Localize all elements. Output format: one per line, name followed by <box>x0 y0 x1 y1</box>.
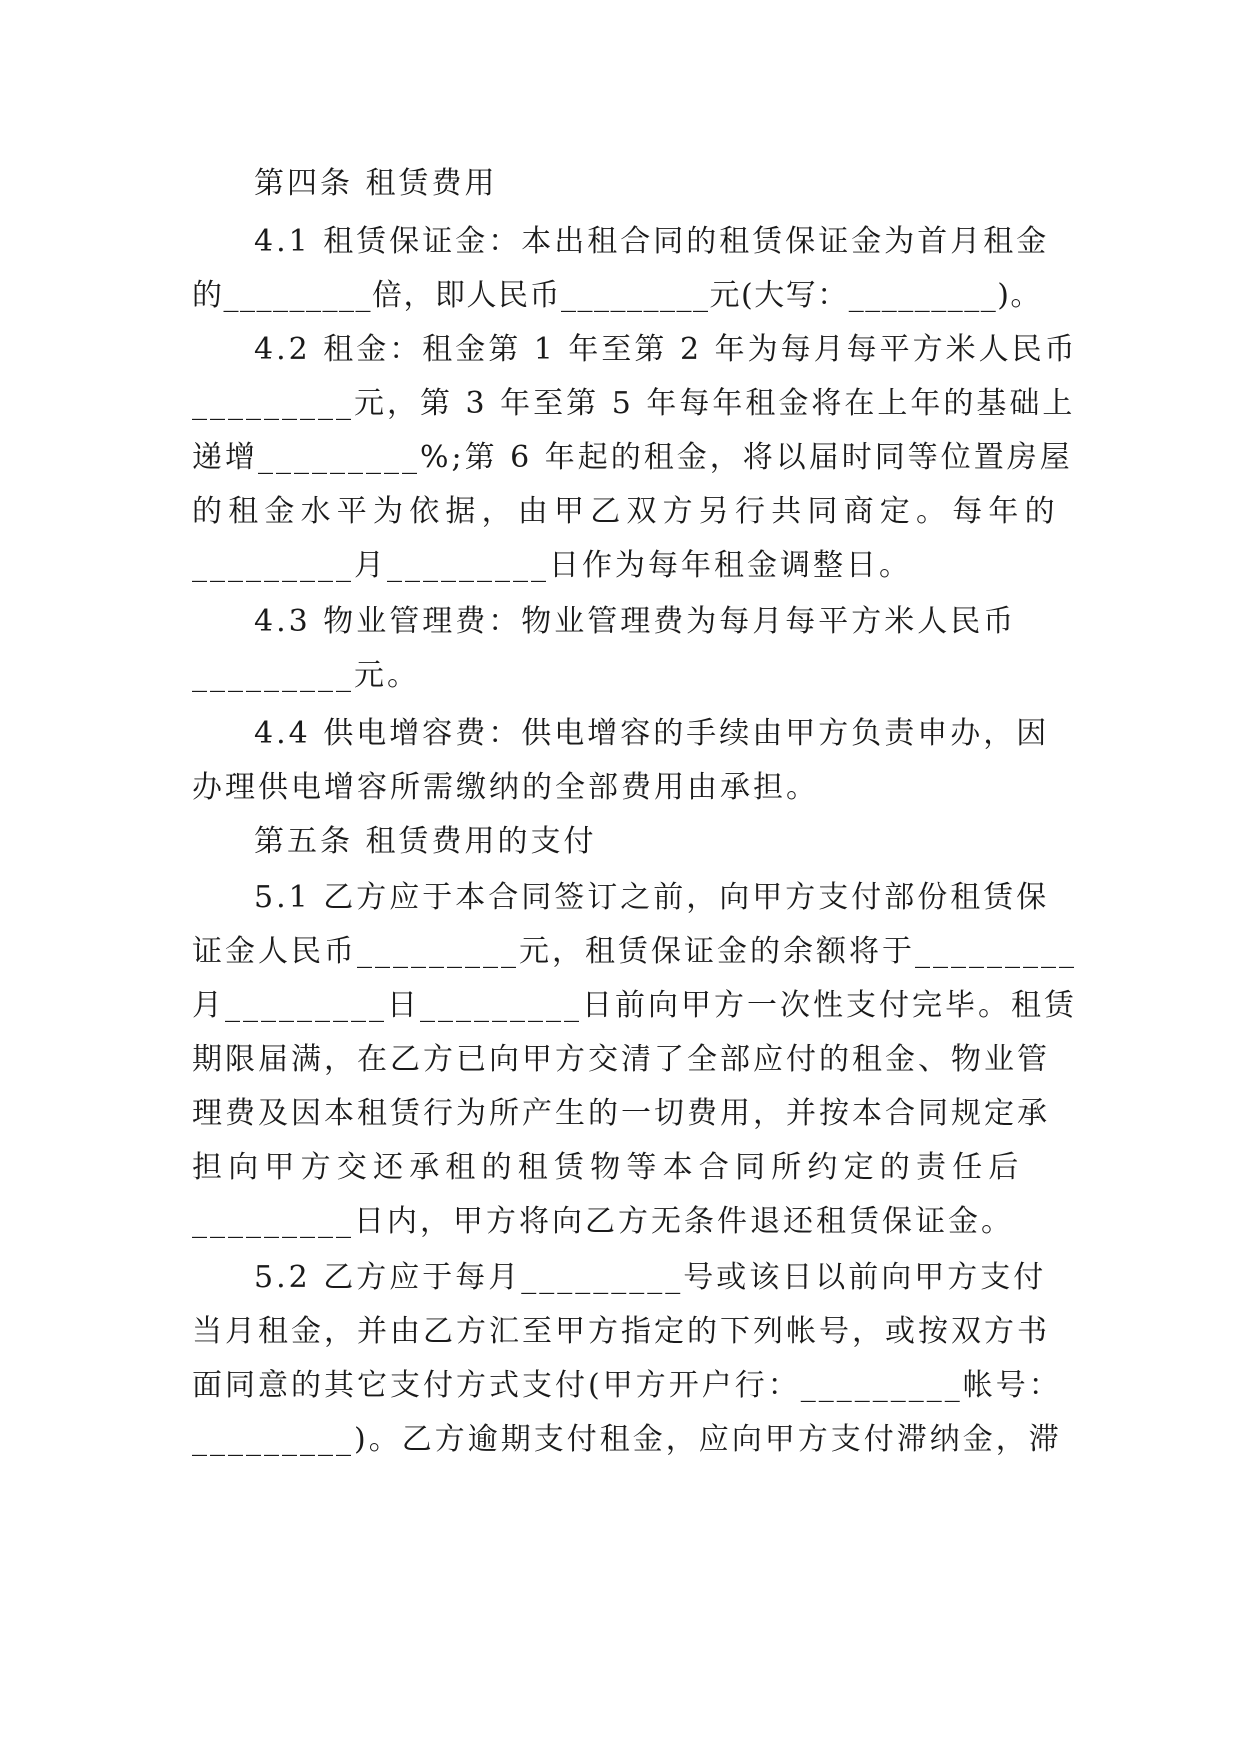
clause-4-2-line-5: _________月_________日作为每年租金调整日。 <box>192 548 912 583</box>
clause-4-2-line-4: 的租金水平为依据，由甲乙双方另行共同商定。每年的 <box>192 494 1061 529</box>
clause-4-2-line-2: _________元，第 3 年至第 5 年每年租金将在上年的基础上 <box>192 386 1076 421</box>
clause-5-1-line-6: 担向甲方交还承租的租赁物等本合同所约定的责任后 <box>192 1150 1025 1185</box>
clause-5-2-line-2: 当月租金，并由乙方汇至甲方指定的下列帐号，或按双方书 <box>192 1314 1050 1349</box>
clause-5-1-line-4: 期限届满，在乙方已向甲方交清了全部应付的租金、物业管 <box>192 1042 1050 1077</box>
clause-5-2-line-4: _________)。乙方逾期支付租金，应向甲方支付滞纳金，滞 <box>192 1422 1062 1457</box>
clause-4-2-line-1: 4.2 租金：租金第 1 年至第 2 年为每月每平方米人民币 <box>254 332 1078 367</box>
clause-5-1-line-5: 理费及因本租赁行为所产生的一切费用，并按本合同规定承 <box>192 1096 1050 1131</box>
section-heading-article-5: 第五条 租赁费用的支付 <box>254 824 597 859</box>
section-heading-article-4: 第四条 租赁费用 <box>254 166 498 201</box>
clause-5-1-line-1: 5.1 乙方应于本合同签订之前，向甲方支付部份租赁保 <box>254 880 1050 915</box>
clause-4-4-line-1: 4.4 供电增容费：供电增容的手续由甲方负责申办，因 <box>254 716 1050 751</box>
clause-5-1-line-3: 月_________日_________日前向甲方一次性支付完毕。租赁 <box>192 988 1077 1023</box>
clause-4-4-line-2: 办理供电增容所需缴纳的全部费用由承担。 <box>192 770 819 805</box>
clause-4-3-line-2: _________元。 <box>192 658 420 693</box>
clause-5-2-line-3: 面同意的其它支付方式支付(甲方开户行：_________帐号： <box>192 1368 1062 1403</box>
clause-5-2-line-1: 5.2 乙方应于每月_________号或该日以前向甲方支付 <box>254 1260 1047 1295</box>
clause-4-1-line-1: 4.1 租赁保证金：本出租合同的租赁保证金为首月租金 <box>254 224 1050 259</box>
clause-4-2-line-3: 递增_________%;第 6 年起的租金，将以届时同等位置房屋 <box>192 440 1073 475</box>
clause-5-1-line-2: 证金人民币_________元，租赁保证金的余额将于_________ <box>192 934 1077 969</box>
clause-5-1-line-7: _________日内，甲方将向乙方无条件退还租赁保证金。 <box>192 1204 1014 1239</box>
clause-4-1-line-2: 的_________倍，即人民币_________元(大写：_________)。 <box>192 278 1042 313</box>
clause-4-3-line-1: 4.3 物业管理费：物业管理费为每月每平方米人民币 <box>254 604 1017 639</box>
